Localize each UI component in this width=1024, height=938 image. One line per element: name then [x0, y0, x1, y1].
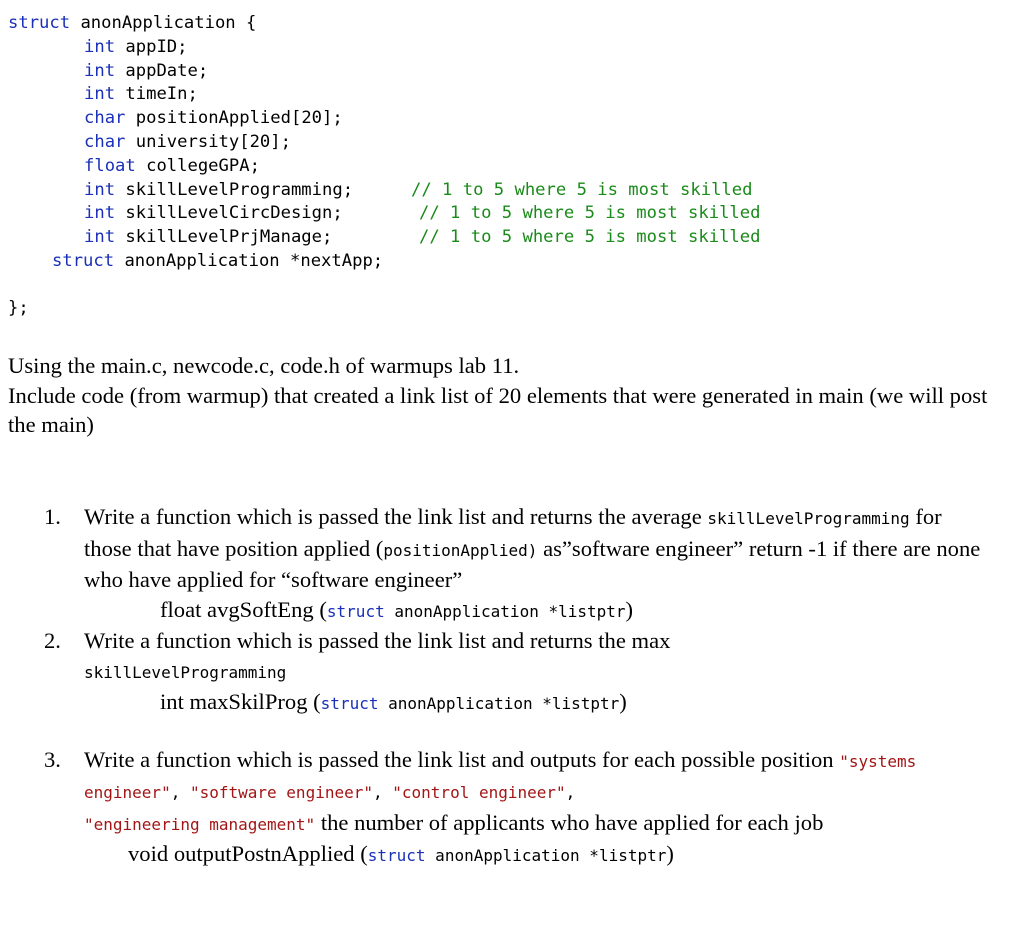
- field-type: int: [84, 203, 116, 224]
- intro-text: [8, 351, 1008, 440]
- field-type: int: [84, 179, 116, 200]
- field-line: [8, 60, 383, 84]
- signature-close: ): [625, 596, 634, 622]
- signature-params: anonApplication *listptr: [378, 694, 620, 713]
- signature-close: ): [619, 689, 627, 714]
- task-item-1: [44, 502, 984, 626]
- signature-name: float avgSoftEng (: [160, 596, 327, 622]
- field-comment: // 1 to 5 where 5 is most skilled: [419, 227, 761, 248]
- task-list: [44, 502, 984, 871]
- task-item-3: 3. Write a function which is passed the link list and outputs for each possible position "systems engineer", "software engineer", "control engineer", "engineering management" the number of applicants who have applied for each job void outputPostnApplied (struct anonApplication *listptr): [44, 745, 984, 871]
- task-text: as”software engineer” return -1 if there are none who have applied for “software engineer”: [84, 535, 981, 592]
- field-line: [8, 107, 383, 131]
- position-string: "engineering management": [84, 814, 316, 834]
- field-type: int: [84, 84, 116, 105]
- field-line: [8, 226, 761, 250]
- field-type: char: [84, 131, 126, 152]
- field-type: int: [84, 60, 116, 81]
- field-line: [8, 179, 753, 203]
- field-comment: // 1 to 5 where 5 is most skilled: [411, 179, 753, 200]
- task-text: for those that have position applied (: [84, 504, 942, 561]
- keyword-struct: struct: [8, 13, 71, 33]
- position-string: "systems engineer": [84, 751, 917, 802]
- keyword-struct: struct: [52, 250, 115, 271]
- task-text: the number of applicants who have applied for each job: [315, 809, 824, 835]
- next-pointer-decl: anonApplication *nextApp;: [114, 250, 384, 271]
- task-number: 3.: [44, 746, 61, 772]
- struct-code-block: [8, 12, 761, 321]
- intro-line-2: Include code (from warmup) that created a link list of 20 elements that were generated in main (we will post the main): [8, 382, 988, 437]
- field-decl: appID;: [115, 36, 188, 57]
- field-decl: skillLevelCircDesign;: [115, 203, 343, 224]
- field-type: int: [84, 36, 116, 57]
- field-decl: collegeGPA;: [135, 155, 260, 176]
- position-string: "control engineer": [392, 783, 566, 802]
- field-decl: positionApplied[20];: [125, 108, 343, 129]
- signature-params: anonApplication *listptr: [425, 846, 667, 865]
- intro-line-1: Using the main.c, newcode.c, code.h of warmups lab 11.: [8, 353, 520, 378]
- field-decl: timeIn;: [115, 84, 198, 105]
- field-comment: // 1 to 5 where 5 is most skilled: [419, 203, 761, 224]
- task-code: skillLevelProgramming: [84, 662, 287, 682]
- next-pointer-line: [8, 250, 383, 274]
- task-text: Write a function which is passed the link list and returns the average: [84, 504, 702, 529]
- field-type: int: [84, 227, 116, 248]
- field-decl: appDate;: [115, 60, 209, 81]
- field-line: [8, 36, 383, 60]
- signature-keyword: struct: [367, 846, 426, 865]
- signature-name: int maxSkilProg (: [160, 689, 321, 714]
- struct-name: anonApplication {: [70, 13, 257, 33]
- field-line: [8, 131, 383, 155]
- function-signature: [84, 687, 984, 719]
- task-code: positionApplied): [383, 540, 538, 560]
- signature-keyword: struct: [326, 601, 385, 621]
- task-text: Write a function which is passed the link list and outputs for each possible position: [84, 746, 840, 772]
- struct-open-line: [8, 12, 383, 36]
- field-decl: university[20];: [125, 131, 291, 152]
- field-line: [8, 155, 383, 179]
- task-number: 2.: [44, 628, 61, 653]
- field-type: float: [84, 155, 136, 176]
- task-code: skillLevelProgramming: [707, 509, 910, 528]
- signature-keyword: struct: [320, 694, 379, 713]
- field-line: [8, 202, 761, 226]
- function-signature: [84, 839, 984, 871]
- position-string: "software engineer": [189, 783, 373, 802]
- struct-close-line: };: [8, 297, 29, 318]
- field-decl: skillLevelProgramming;: [115, 179, 354, 200]
- field-type: char: [84, 108, 126, 129]
- function-signature: [84, 595, 984, 627]
- field-decl: skillLevelPrjManage;: [115, 227, 333, 248]
- task-item-2: [44, 626, 984, 719]
- task-number: 1.: [44, 504, 61, 529]
- task-text: Write a function which is passed the link list and returns the max: [84, 628, 671, 653]
- field-line: [8, 83, 383, 107]
- signature-params: anonApplication *listptr: [384, 601, 626, 621]
- signature-close: ): [666, 841, 674, 866]
- signature-name: void outputPostnApplied (: [128, 841, 368, 866]
